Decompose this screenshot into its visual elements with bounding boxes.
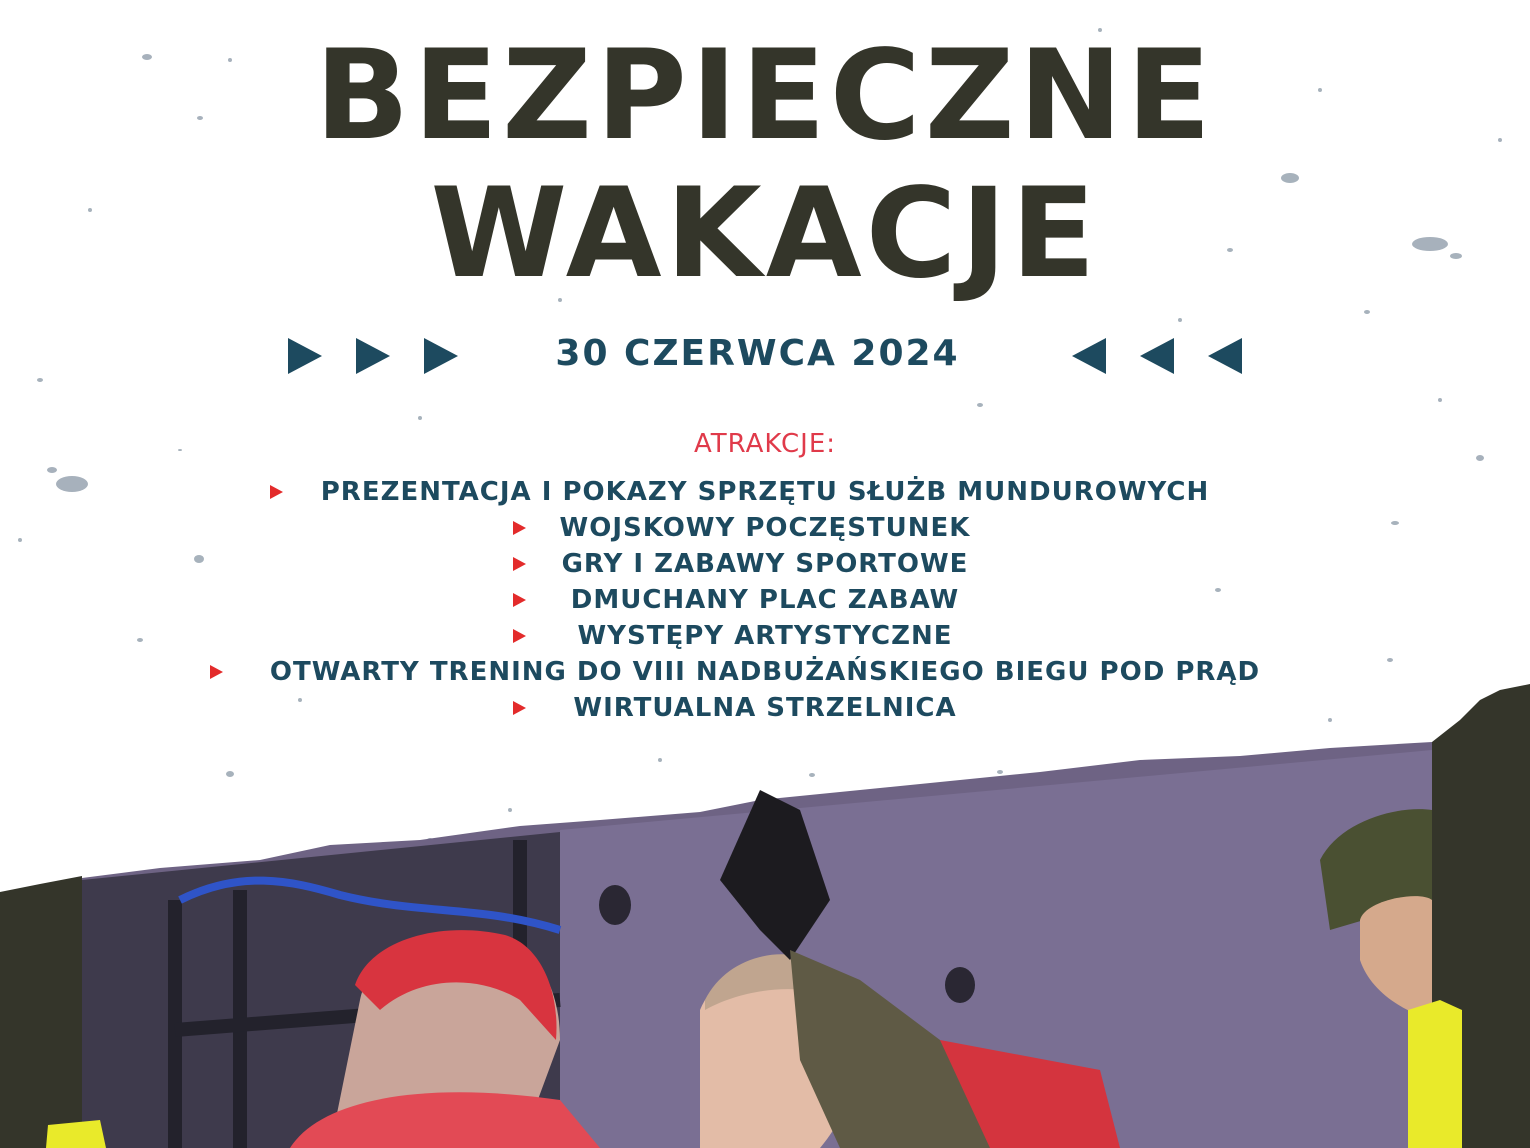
attraction-label: DMUCHANY PLAC ZABAW xyxy=(570,585,960,615)
triangle-right-icon xyxy=(288,338,322,374)
list-item xyxy=(0,654,1530,690)
poster-title-line1: BEZPIECZNE xyxy=(314,24,1216,168)
triangle-right-icon xyxy=(513,701,526,715)
date-row xyxy=(0,332,1530,376)
triangle-right-icon xyxy=(513,593,526,607)
triangle-left-icon xyxy=(1072,338,1106,374)
attractions-heading: ATRAKCJE: xyxy=(693,429,837,459)
attraction-label: WOJSKOWY POCZĘSTUNEK xyxy=(559,513,971,543)
triangle-right-icon xyxy=(424,338,458,374)
list-item xyxy=(0,690,1530,726)
triangle-right-icon xyxy=(356,338,390,374)
list-item xyxy=(0,618,1530,654)
event-date: 30 CZERWCA 2024 xyxy=(555,333,960,374)
triangle-right-icon xyxy=(513,557,526,571)
list-item xyxy=(0,582,1530,618)
attraction-label: OTWARTY TRENING DO VIII NADBUŻAŃSKIEGO BIEGU POD PRĄD xyxy=(269,657,1261,687)
triangle-left-icon xyxy=(1208,338,1242,374)
attraction-label: WYSTĘPY ARTYSTYCZNE xyxy=(577,621,953,651)
list-item xyxy=(0,546,1530,582)
attraction-label: GRY I ZABAWY SPORTOWE xyxy=(561,549,969,579)
list-item xyxy=(0,474,1530,510)
attractions-list xyxy=(0,474,1530,726)
triangle-right-icon xyxy=(210,665,223,679)
list-item xyxy=(0,510,1530,546)
triangle-right-icon xyxy=(513,521,526,535)
poster-title-line2: WAKACJE xyxy=(430,162,1100,306)
triangle-right-icon xyxy=(513,629,526,643)
triangle-right-icon xyxy=(270,485,283,499)
attraction-label: PREZENTACJA I POKAZY SPRZĘTU SŁUŻB MUNDUROWYCH xyxy=(320,477,1210,507)
triangle-left-icon xyxy=(1140,338,1174,374)
attraction-label: WIRTUALNA STRZELNICA xyxy=(573,693,957,723)
